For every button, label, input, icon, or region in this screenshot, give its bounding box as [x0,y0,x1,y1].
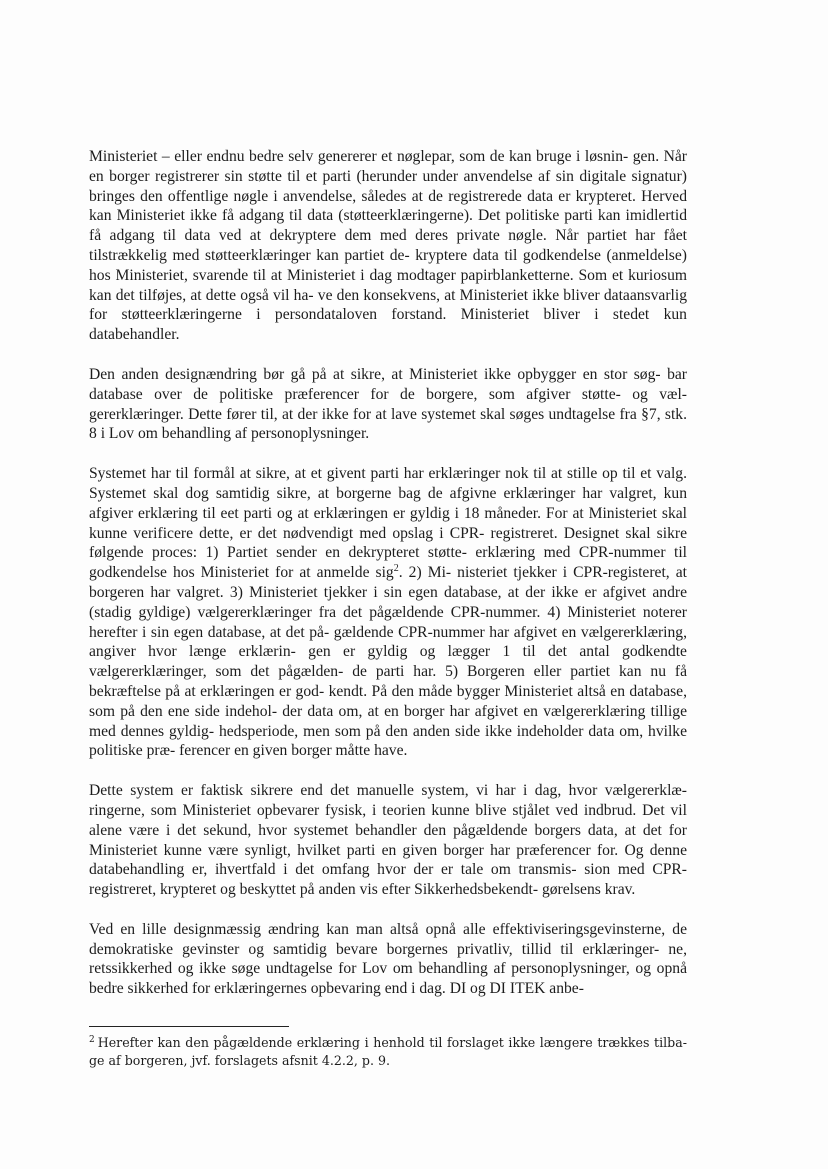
text-line: Det politiske parti kan imidlertid få adgang til data ved at dekryptere dem med deres [89,207,687,245]
text-line: ringerne, som Ministeriet opbevarer fysisk, i teorien kunne blive stjålet ved indbrud. [89,801,637,819]
text-line: digitale signatur) bringes den offentlige nøgle i anvendelse, således at de registrerede [89,167,687,205]
footnote-reference: 2 [393,562,399,574]
text-line: egen database, at der ikke er afgivet andre (stadig gyldige) vælgererklæringer fra det [89,583,687,621]
text-line: dag modtager papirblanketterne. Som et kuriosum kan det tilføjes, at dette også vil ha- [89,266,687,304]
paragraph-2 [89,365,687,444]
text-line: kryptere data til godkendelse (anmeldelse) hos Ministeriet, svarende til at Ministeriet i [89,246,687,284]
text-line: private nøgle. Når partiet har fået tilstrækkelig med støtteerklæringer kan partiet de- [89,227,687,264]
text-line: registreret. Designet skal sikre følgende proces: 1) Partiet sender en dekrypteret støtte- [89,524,687,562]
text-line: persondataloven forstand. Ministeriet bliver i stedet kun databehandler. [89,306,687,344]
text-line: gen. Når en borger registrerer sin støtte til et parti (herunder under anvendelse af sin [89,148,687,185]
text-line: . 2) Mi- [398,564,452,582]
text-line: gældende CPR-nummer har afgivet en vælgererklæring, angiver hvor længe erklærin- [89,623,688,661]
paragraph-3 [89,464,687,761]
text-line: at Ministeriet skal kunne verificere dette, er det nødvendigt med opslag i CPR- [89,504,687,542]
text-line: gen er gyldig og lægger 1 til det antal godkendte vælgererklæringer, som det pågælden- [89,643,687,681]
text-line: der data om, at en borger har afgivet en vælgererklæring tillige med dennes gyldig- [89,702,687,740]
text-line: erklæring med CPR-nummer til godkendelse hos Ministeriet for at anmelde sig [89,544,687,582]
text-line: kendt. På den måde bygger Ministeriet altså en database, som på den ene side indehol- [89,682,687,720]
text-line: sion med CPR-registreret, krypteret og beskyttet på anden vis efter Sikkerhedsbekendt- [89,861,687,899]
text-line: gererklæringer. Dette fører til, at der ikke for at lave systemet skal søges undtagelse fra [89,405,637,423]
body-text [89,147,687,999]
text-line: de parti har. 5) Borgeren eller partiet kan nu få bekræftelse på at erklæringen er god- [89,663,688,700]
text-line: og opnå bedre sikkerhed for erklæringernes opbevaring end i dag. DI og DI ITEK anbe- [89,960,687,998]
text-line: §7, stk. 8 i Lov om behandling af personoplysninger. [89,405,687,443]
text-line: gørelsens krav. [541,881,636,899]
text-line: data er krypteret. Herved kan Ministeriet ikke få adgang til data (støtteerklæringerne). [89,187,687,225]
text-line: nisteriet tjekker i CPR-registeret, at borgeren har valgret. 3) Ministeriet tjekker i sin [89,564,687,601]
paragraph-1 [89,147,687,345]
text-line: Det vil alene være i det sekund, hvor systemet behandler den pågældende borgers data, [89,801,687,839]
text-line: Systemet har til formål at sikre, at et givent parti har erklæringer nok til at stille op til [89,465,636,483]
paragraph-4 [89,781,687,900]
text-line: ne, retssikkerhed og ikke søge undtagelse for Lov om behandling af personoplysninger, [89,940,687,978]
text-line: Den anden designændring bør gå på at sikre, at Ministeriet ikke opbygger en stor søg- [89,365,661,383]
text-line: at det for Ministeriet kunne være synligt, hvilket parti en given borger har præferencer [89,821,687,859]
text-line: de demokratiske gevinster og samtidig bevare borgernes privatliv, tillid til erklæringer- [89,920,687,958]
text-line: bar database over de politiske præferencer for de borgere, som afgiver støtte- og væl- [89,365,687,403]
text-line: Dette system er faktisk sikrere end det manuelle system, vi har i dag, hvor vælgererklæ- [89,782,687,800]
footnote-divider [89,1026,289,1027]
footnote-line: ge af borgeren, jvf. forslagets afsnit 4.2.2, p. 9. [89,1052,390,1068]
text-line: ferencer en given borger måtte have. [179,742,408,760]
footnote [89,1034,687,1069]
paragraph-5 [89,920,687,999]
text-line: et valg. Systemet skal dog samtidig sikre, at borgerne bag de afgivne erklæringer har [89,465,687,502]
footnote-number: 2 [89,1034,95,1045]
text-line: Ved en lille designmæssig ændring kan man altså opnå alle effektiviseringsgevinsterne, [89,920,666,938]
footnote-line: Herefter kan den pågældende erklæring i henhold til forslaget ikke længere trækkes tilba- [97,1035,687,1050]
text-line: hedsperiode, men som på den anden side ikke indeholder data om, hvilke politiske præ- [89,722,687,760]
text-line: for. Og denne databehandling er, ihvertfald i det omfang hvor der er tale om transmis- [89,841,687,879]
text-line: valgret, kun afgiver erklæring til eet parti og at erklæringen er gyldig i 18 måneder. For [89,484,688,522]
text-line: pågældende CPR-nummer. 4) Ministeriet noterer herefter i sin egen database, at det på- [89,603,688,641]
text-line: Ministeriet – eller endnu bedre selv genererer et nøglepar, som de kan bruge i løsnin- [89,148,629,165]
text-line: ve den konsekvens, at Ministeriet ikke bliver dataansvarlig for støtteerklæringerne i [89,286,688,324]
